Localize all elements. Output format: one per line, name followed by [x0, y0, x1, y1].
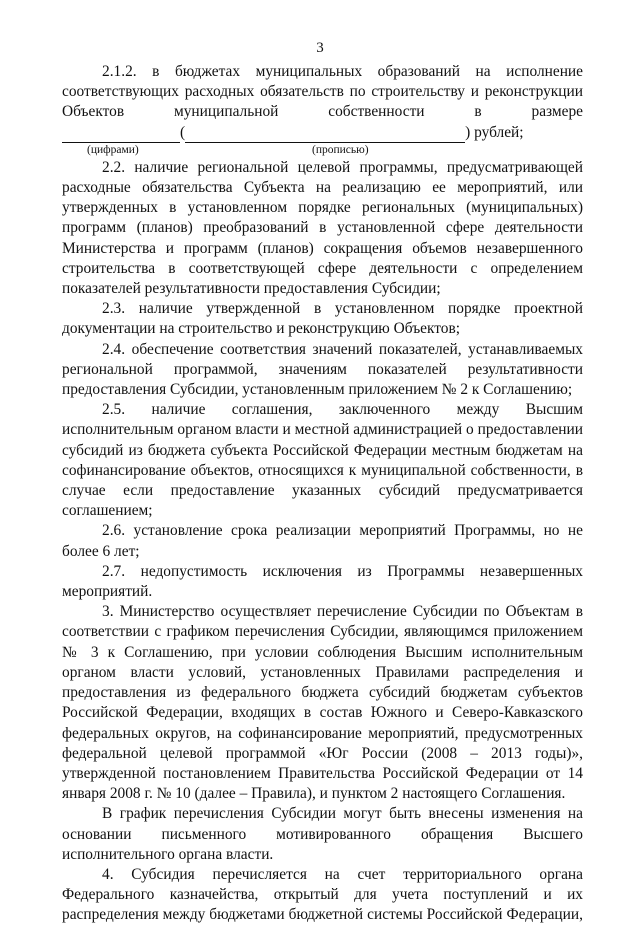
clause-4: 4. Субсидия перечисляется на счет территориального органа Федерального казначейства, открытый для учета поступлений и их распределения между бюджетами бюджетной системы Российской Федерации,: [62, 865, 583, 924]
open-paren: (: [180, 123, 186, 141]
page-number: 3: [316, 40, 324, 56]
clause-2-1-2: 2.1.2. в бюджетах муниципальных образований на исполнение соответствующих расходных обязательств по строительству и реконструкции Объектов муниципальной собственности в размере: [62, 63, 583, 121]
clause-2-7: 2.7. недопустимость исключения из Программы незавершенных мероприятий.: [62, 562, 583, 601]
clause-2-2: 2.2. наличие региональной целевой программы, предусматривающей расходные обязательства Субъекта на реализацию ее мероприятий, или утвержденных в установленном порядке региональных (муниципальных) программ (планов) преобразований в установленной сфере деятельности Министерства и программ (планов) сокращения объемов незавершенного строительства в соответствующей сфере деятельности с определением показателей результативности предоставления Субсидии;: [62, 158, 583, 298]
clause-2-6: 2.6. установление срока реализации мероприятий Программы, но не более 6 лет;: [62, 522, 583, 560]
clause-3: 3. Министерство осуществляет перечисление Субсидии по Объектам в соответствии с графиком перечисления Субсидии, являющимся приложением № 3 к Соглашению, при условии соблюдения Высшим исполнительным органом власти условий, установленных Правилами распределения и предоставления из федерального бюджета субсидий бюджетам субъектов Российской Федерации, входящих в состав Южного и Северо-Кавказского федеральных округов, на софинансирование мероприятий, предусмотренных федеральной целевой программой «Юг России (2008 – 2013 годы)», утвержденной постановлением Правительства Российской Федерации от 14 января 2008 г. № 10 (далее – Правила), и пунктом 2 настоящего Соглашения.: [62, 603, 583, 803]
clause-2-5: 2.5. наличие соглашения, заключенного между Высшим исполнительным органом власти и местной администрацией о предоставлении субсидий из бюджета субъекта Российской Федерации местным бюджетам на софинансирование объектов, относящихся к муниципальной собственности, в случае если предоставление указанных субсидий предусматривается соглашением;: [62, 401, 583, 520]
caption-words: (прописью): [312, 143, 369, 156]
clause-2-3: 2.3. наличие утвержденной в установленном порядке проектной документации на строительство и реконструкцию Объектов;: [62, 300, 583, 338]
caption-digits: (цифрами): [87, 143, 139, 156]
clause-3-schedule-changes: В график перечисления Субсидии могут быть внесены изменения на основании письменного мотивированного обращения Высшего исполнительного органа власти.: [62, 805, 583, 863]
clause-2-4: 2.4. обеспечение соответствия значений показателей, устанавливаемых региональной программой, значениям показателей результативности предоставления Субсидии, установленным приложением № 2 к Соглашению;: [62, 340, 583, 399]
amount-fill-line: [62, 123, 583, 143]
amount-digits-blank: [62, 128, 180, 143]
blank-captions: [62, 143, 583, 158]
document-body: [62, 62, 583, 926]
amount-suffix: ) рублей;: [465, 123, 524, 141]
amount-words-blank: [185, 128, 465, 143]
